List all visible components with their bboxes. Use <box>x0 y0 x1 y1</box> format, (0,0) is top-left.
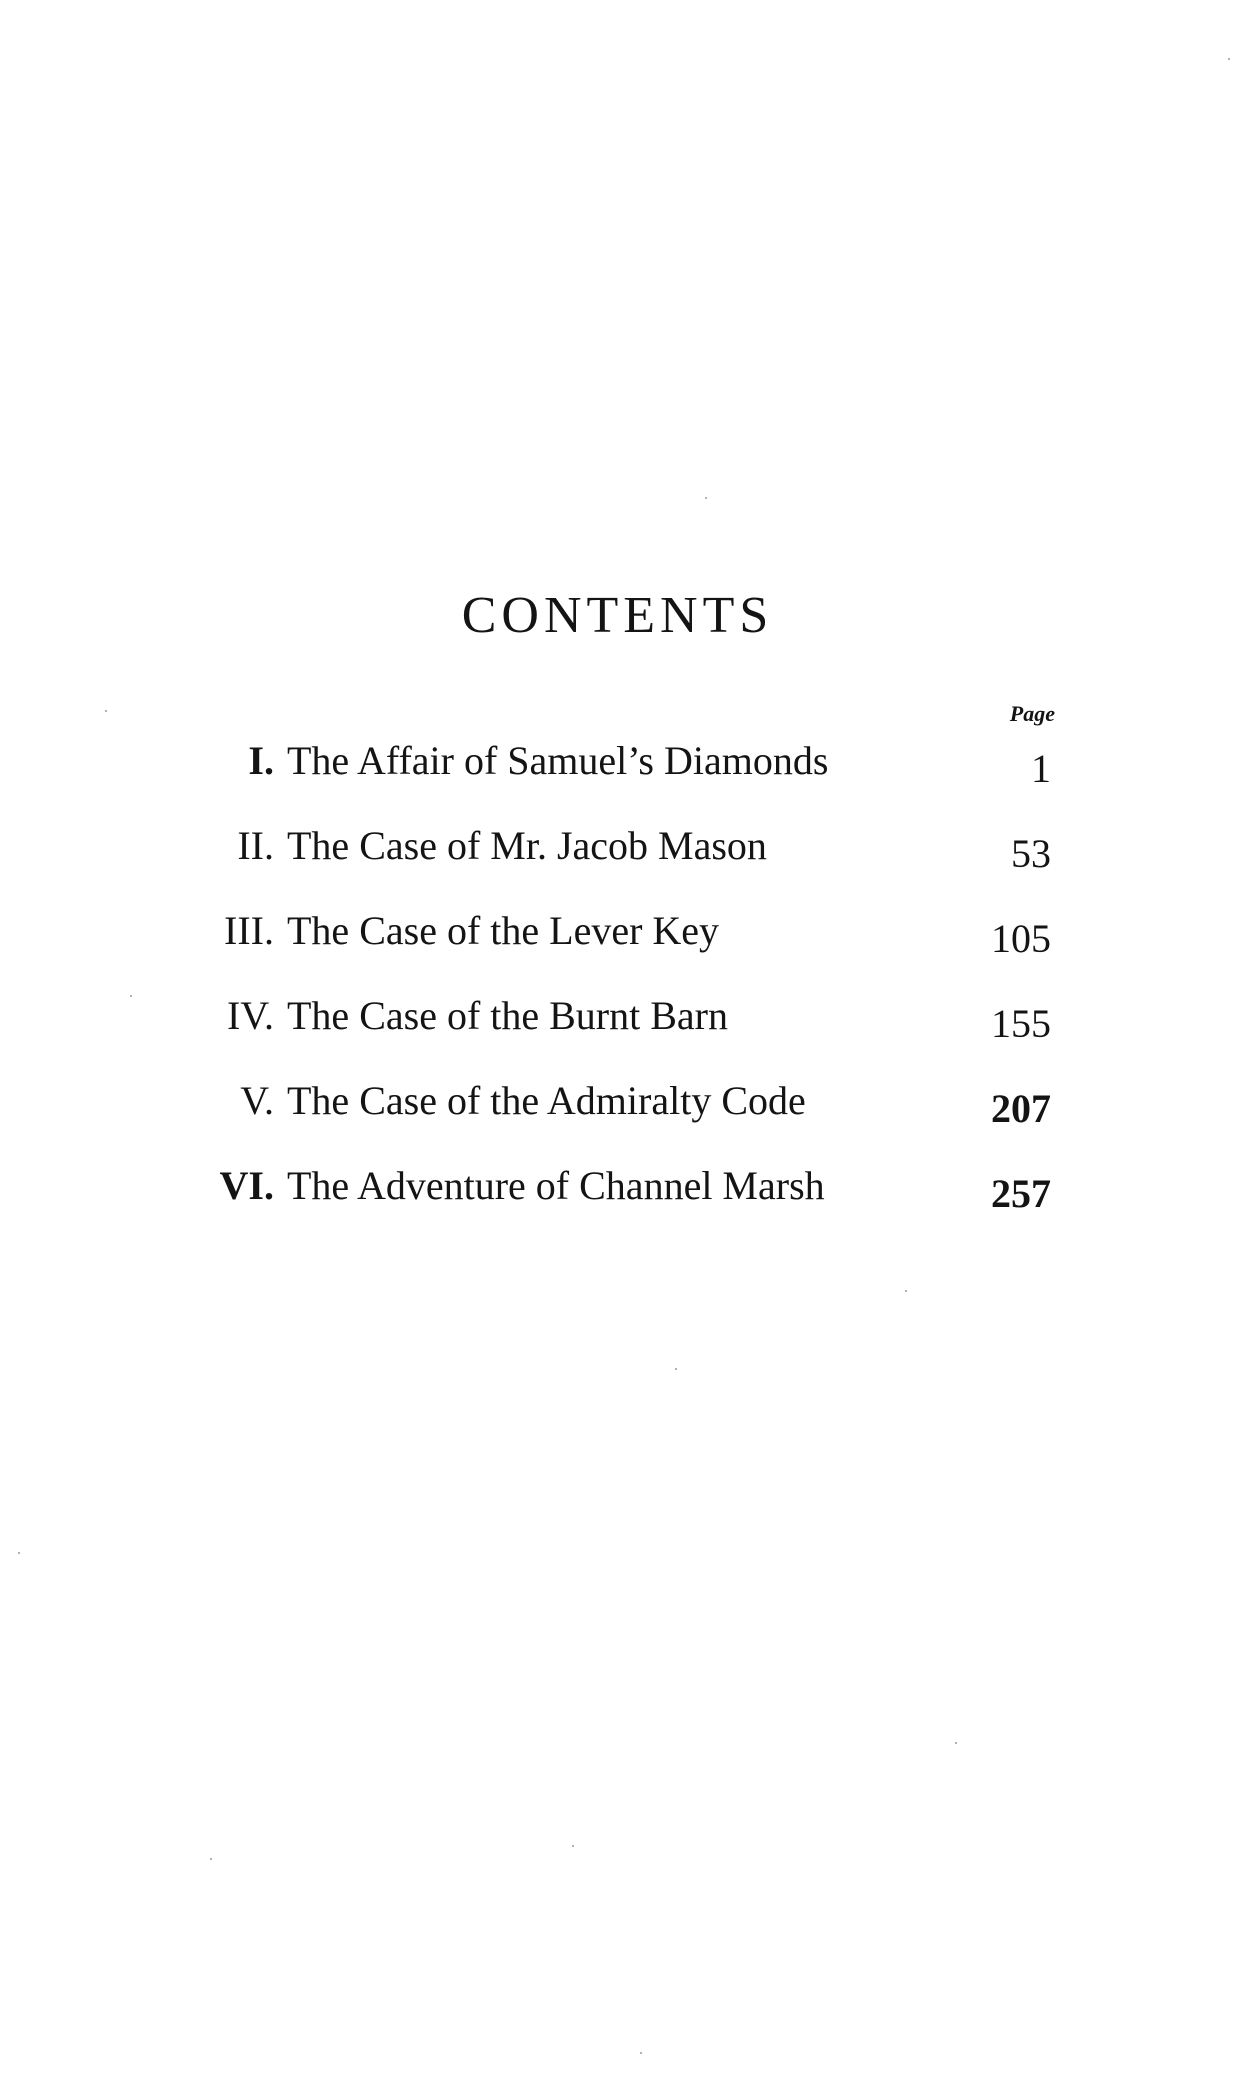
scan-speck <box>675 1368 677 1370</box>
chapter-page-number: 155 <box>991 1001 1051 1046</box>
scan-speck <box>105 710 107 712</box>
toc-entry <box>0 731 1235 791</box>
chapter-page-number: 53 <box>1011 831 1051 876</box>
chapter-page-number: 207 <box>991 1086 1051 1131</box>
contents-heading: CONTENTS <box>461 587 774 644</box>
scan-speck <box>905 1290 907 1292</box>
chapter-number: V. <box>240 1078 274 1123</box>
chapter-number: I. <box>248 738 274 783</box>
scan-speck <box>640 2052 642 2054</box>
chapter-page-number: 1 <box>1031 746 1051 791</box>
chapter-number: II. <box>237 823 274 868</box>
toc-entry <box>0 986 1235 1046</box>
toc-entry <box>0 816 1235 876</box>
scan-speck <box>572 1845 574 1847</box>
toc-entry <box>0 1156 1235 1216</box>
chapter-title: The Case of the Lever Key <box>287 908 720 953</box>
toc-entry <box>0 1071 1235 1131</box>
chapter-page-number: 105 <box>991 916 1051 961</box>
scan-speck <box>705 497 707 499</box>
scan-speck <box>18 1552 20 1554</box>
chapter-title: The Case of the Burnt Barn <box>287 993 728 1038</box>
chapter-page-number: 257 <box>991 1171 1051 1216</box>
toc-entry <box>0 901 1235 961</box>
chapter-title: The Case of Mr. Jacob Mason <box>287 823 767 868</box>
scan-speck <box>210 1858 212 1860</box>
scan-speck <box>1228 58 1230 60</box>
scan-speck <box>130 995 132 997</box>
page-column-label: Page <box>1009 701 1055 726</box>
chapter-number: VI. <box>219 1163 274 1208</box>
chapter-number: IV. <box>226 993 274 1038</box>
chapter-title: The Case of the Admiralty Code <box>287 1078 806 1123</box>
scan-speck <box>955 1742 957 1744</box>
chapter-title: The Adventure of Channel Marsh <box>287 1163 825 1208</box>
chapter-title: The Affair of Samuel’s Diamonds <box>287 738 829 783</box>
chapter-number: III. <box>224 908 274 953</box>
